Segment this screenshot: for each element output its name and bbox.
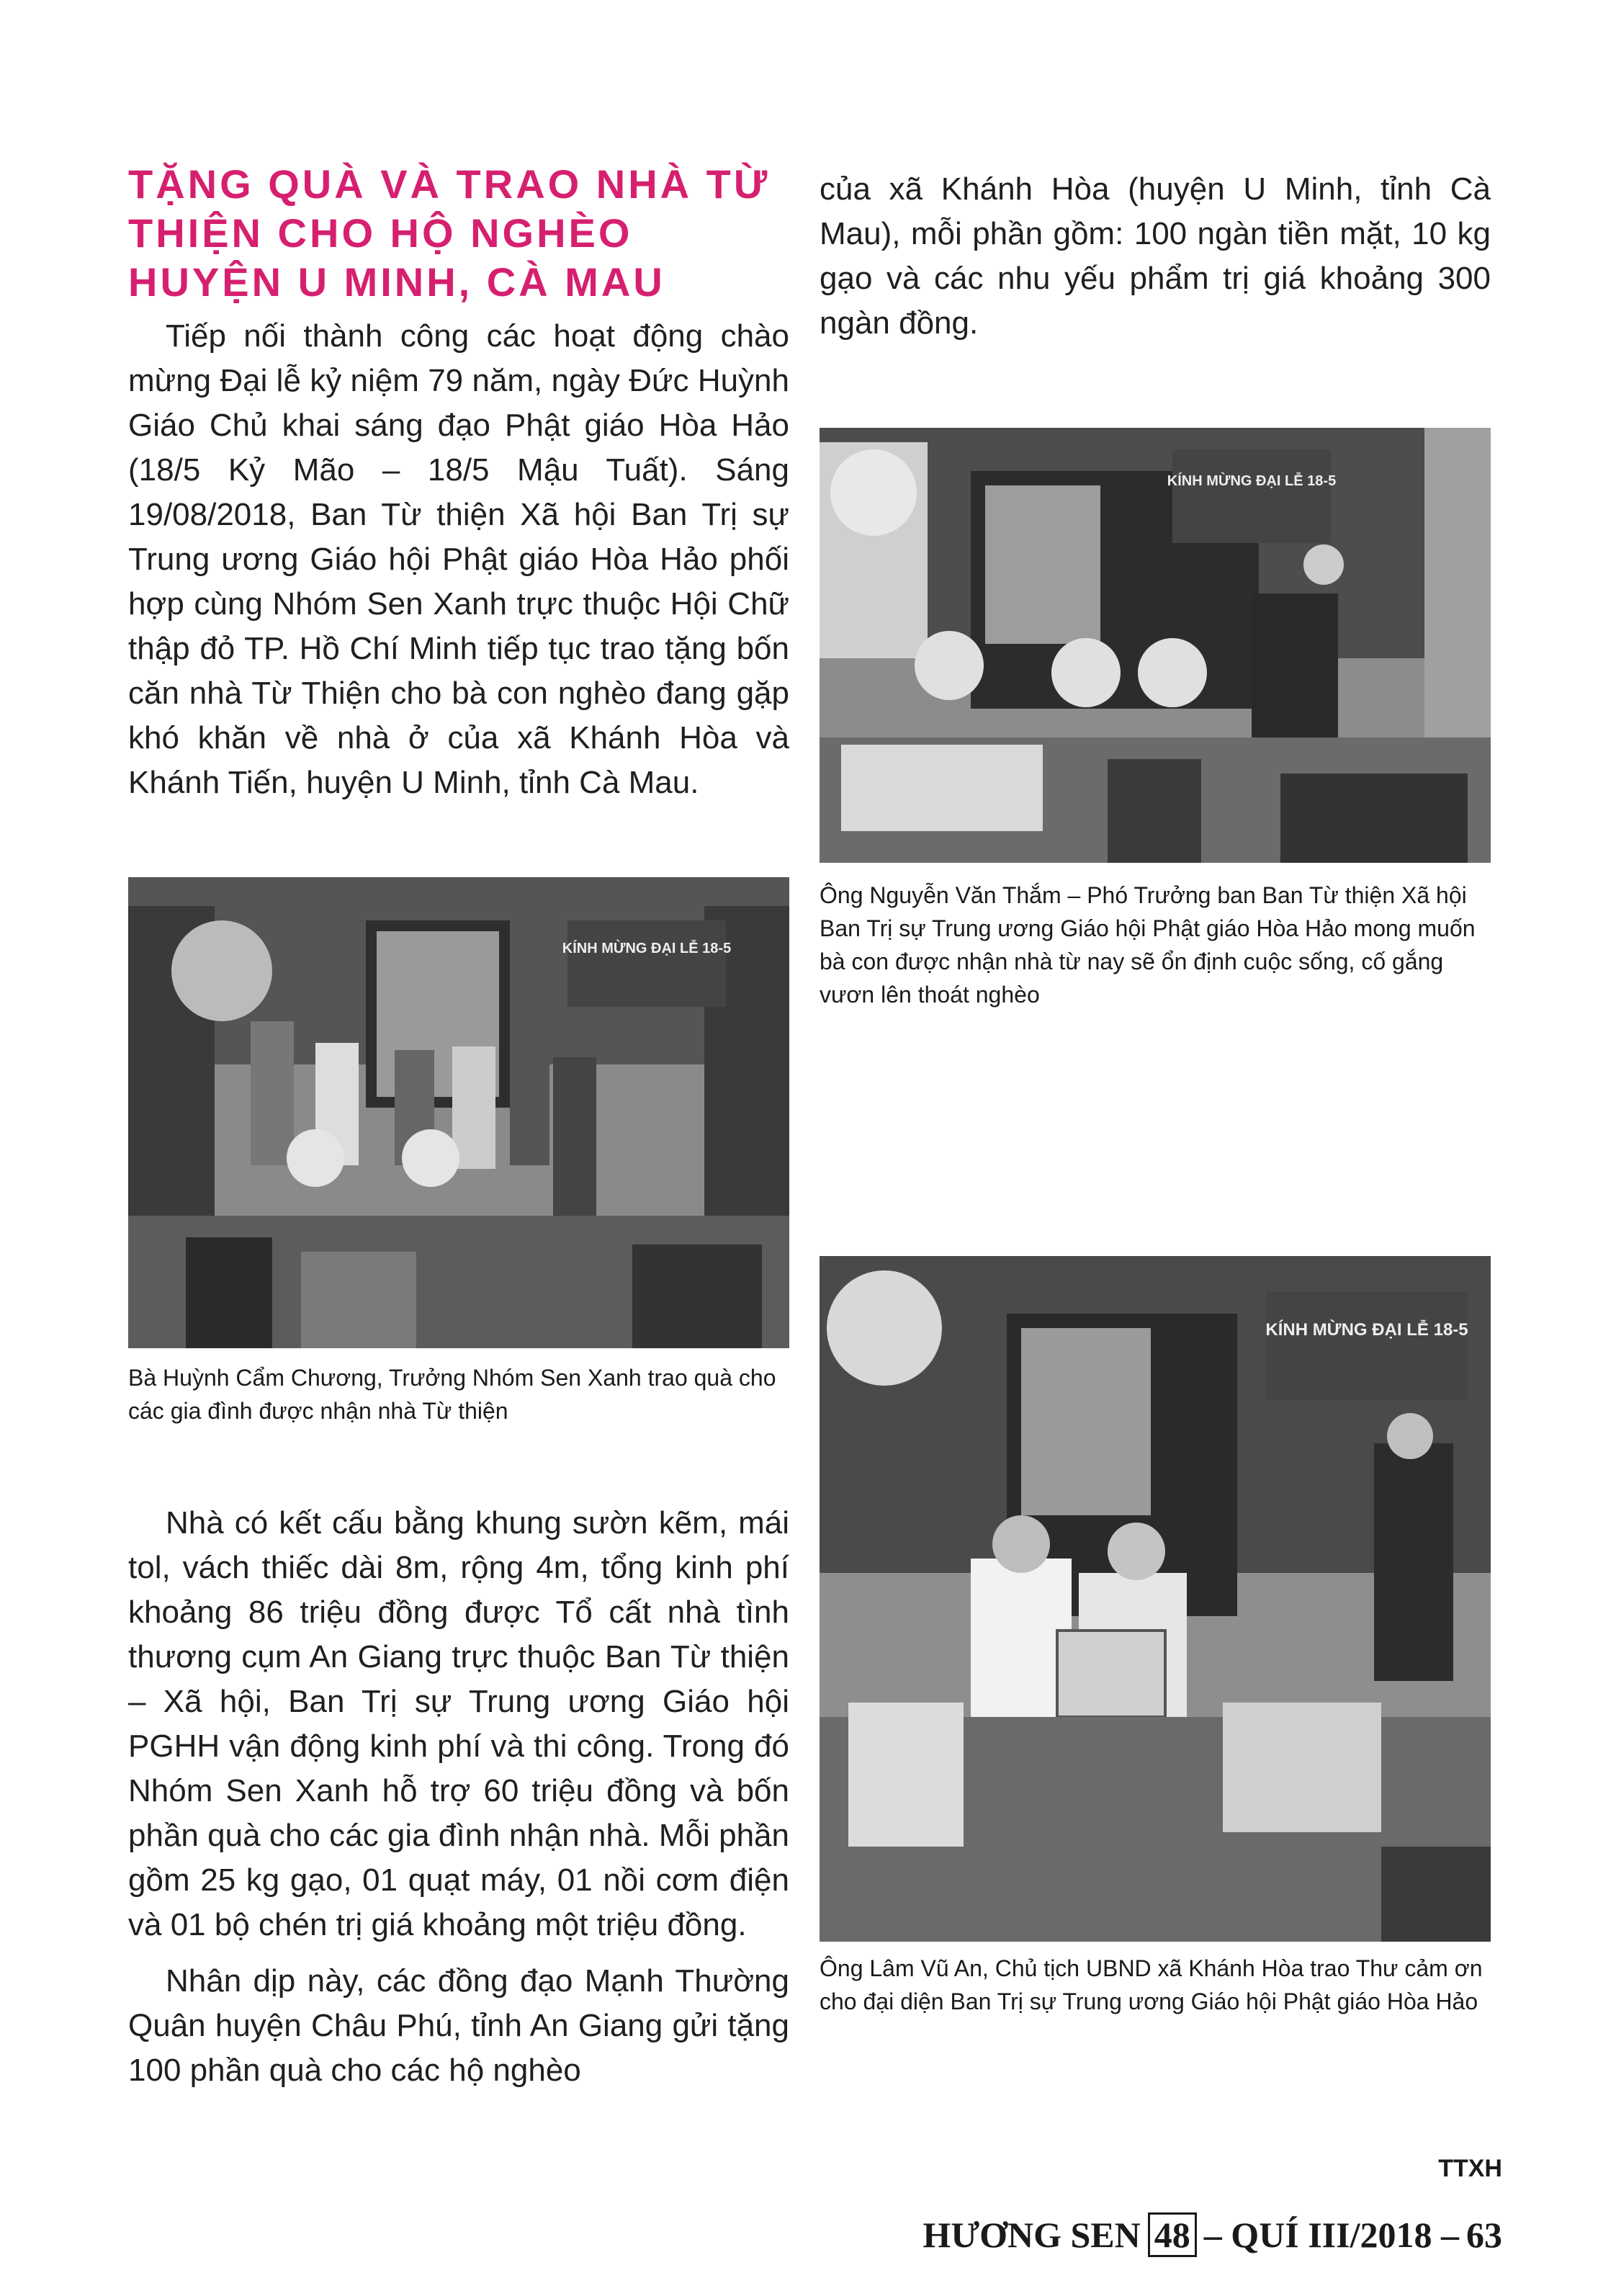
banner-text: KÍNH MỪNG ĐẠI LỄ 18-5 — [1167, 473, 1337, 489]
caption-photo-3: Ông Lâm Vũ An, Chủ tịch UBND xã Khánh Hòa trao Thư cảm ơn cho đại diện Ban Trị sự Trung ương Giáo hội Phật giáo Hòa Hảo — [820, 1955, 1483, 2014]
paragraph-3-continued: của xã Khánh Hòa (huyện U Minh, tỉnh Cà Mau), mỗi phần gồm: 100 ngàn tiền mặt, 10 kg gạo và các nhu yếu phẩm trị giá khoảng 300 ngàn đồng. — [820, 171, 1491, 341]
caption-photo-2: Ông Nguyễn Văn Thắm – Phó Trưởng ban Ban Từ thiện Xã hội Ban Trị sự Trung ương Giáo hội Phật giáo Hòa Hảo mong muốn bà con được nhận nhà từ nay sẽ ổn định cuộc sống, cố gắng vươn lên thoát nghèo — [820, 882, 1476, 1008]
issue-period: – QUÍ III/2018 – — [1203, 2215, 1459, 2255]
magazine-name: HƯƠNG SEN — [923, 2215, 1141, 2255]
left-column-top — [128, 314, 789, 805]
banner-text: KÍNH MỪNG ĐẠI LỄ 18-5 — [1265, 1320, 1468, 1340]
paragraph-1: Tiếp nối thành công các hoạt động chào mừng Đại lễ kỷ niệm 79 năm, ngày Đức Huỳnh Giáo Chủ khai sáng đạo Phật giáo Hòa Hảo (18/5 Kỷ Mão – 18/5 Mậu Tuất). Sáng 19/08/2018, Ban Từ thiện Xã hội Ban Trị sự Trung ương Giáo hội Phật giáo Hòa Hảo phối hợp cùng Nhóm Sen Xanh trực thuộc Hội Chữ thập đỏ TP. Hồ Chí Minh tiếp tục trao tặng bốn căn nhà Từ Thiện cho bà con nghèo đang gặp khó khăn về nhà ở của xã Khánh Hòa và Khánh Tiến, huyện U Minh, tỉnh Cà Mau. — [128, 318, 789, 800]
page-number: 63 — [1466, 2215, 1502, 2255]
author-signature: TTXH — [1438, 2155, 1502, 2182]
right-column-top — [820, 167, 1491, 346]
banner-text: KÍNH MỪNG ĐẠI LỄ 18-5 — [562, 941, 732, 956]
paragraph-3: Nhân dịp này, các đồng đạo Mạnh Thường Quân huyện Châu Phú, tỉnh An Giang gửi tặng 100 phần quà cho các hộ nghèo — [128, 1963, 789, 2088]
issue-number: 48 — [1148, 2212, 1197, 2257]
caption-photo-1: Bà Huỳnh Cẩm Chương, Trưởng Nhóm Sen Xanh trao quà cho các gia đình được nhận nhà Từ thiện — [128, 1365, 776, 1424]
paragraph-2: Nhà có kết cấu bằng khung sườn kẽm, mái tol, vách thiếc dài 8m, rộng 4m, tổng kinh phí khoảng 86 triệu đồng được Tổ cất nhà tình thương cụm An Giang trực thuộc Ban Từ thiện – Xã hội, Ban Trị sự Trung ương Giáo hội PGHH vận động kinh phí và thi công. Trong đó Nhóm Sen Xanh hỗ trợ 60 triệu đồng và bốn phần quà cho các gia đình nhận nhà. Mỗi phần gồm 25 kg gạo, 01 quạt máy, 01 nồi cơm điện và 01 bộ chén trị giá khoảng một triệu đồng. — [128, 1505, 789, 1942]
article-title: TẶNG QUÀ VÀ TRAO NHÀ TỪ THIỆN CHO HỘ NGHÈO HUYỆN U MINH, CÀ MAU — [128, 161, 771, 305]
left-column-bottom — [128, 1501, 789, 2093]
page-footer — [923, 2212, 1502, 2257]
photo-gift-giving — [128, 877, 789, 1348]
photo-thank-you-letter — [820, 1256, 1491, 1942]
photo-speaker-podium — [820, 428, 1491, 863]
